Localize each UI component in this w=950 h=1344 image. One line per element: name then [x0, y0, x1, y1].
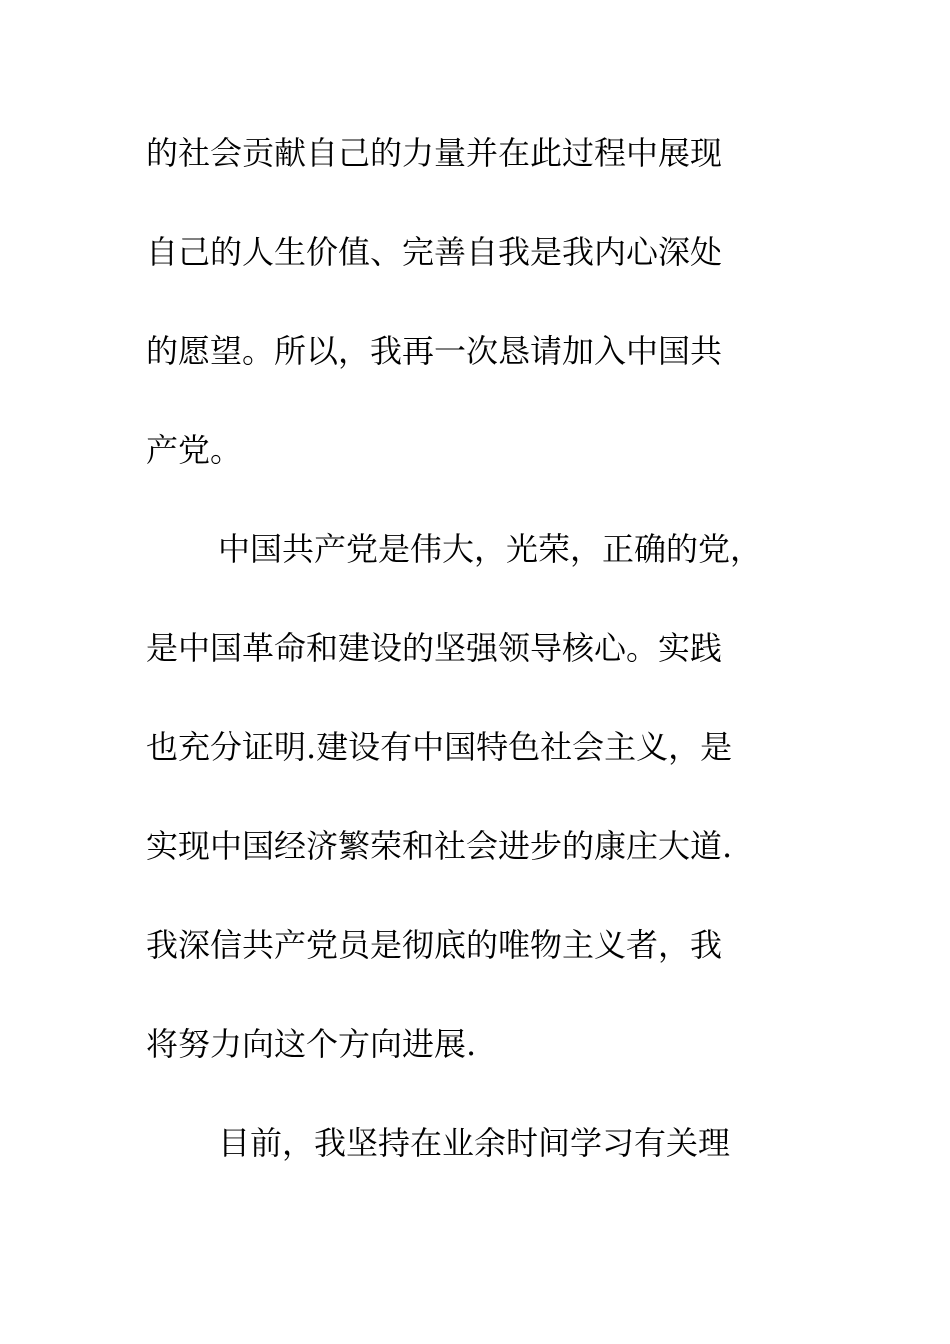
paragraph-start-line: 目前，我坚持在业余时间学习有关理	[218, 1124, 731, 1162]
text-line: 我深信共产党员是彻底的唯物主义者，我	[146, 926, 723, 964]
text-line: 的愿望。所以，我再一次恳请加入中国共	[146, 332, 723, 370]
text-line: 产党。	[146, 431, 243, 469]
text-line: 的社会贡献自己的力量并在此过程中展现	[146, 134, 723, 172]
text-line: 自己的人生价值、完善自我是我内心深处	[146, 233, 723, 271]
paragraph-start-line: 中国共产党是伟大，光荣，正确的党，	[218, 530, 763, 568]
text-line: 实现中国经济繁荣和社会进步的康庄大道.	[146, 827, 733, 865]
text-line: 是中国革命和建设的坚强领导核心。实践	[146, 629, 723, 667]
text-line: 也充分证明.建设有中国特色社会主义，是	[146, 728, 733, 766]
text-line: 将努力向这个方向进展.	[146, 1025, 477, 1063]
